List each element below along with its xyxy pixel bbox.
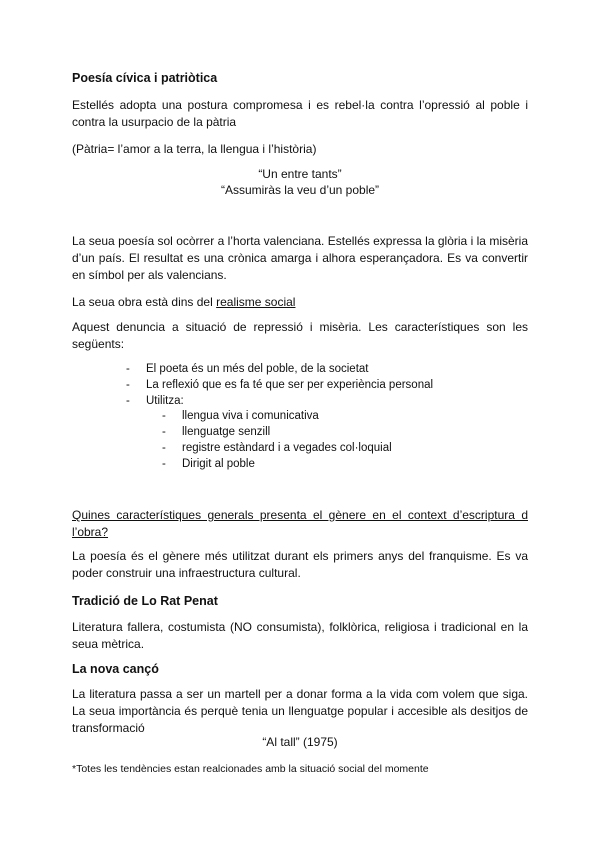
realisme-social-underlined: realisme social — [216, 295, 296, 309]
heading-rat-penat: Tradició de Lo Rat Penat — [72, 594, 218, 608]
paragraph-realisme — [72, 294, 528, 311]
paragraph-literatura-fallera: Literatura fallera, costumista (NO consumista), folklòrica, religiosa i tradicional en la seua mètrica. — [72, 620, 528, 651]
heading-civic-poetry: Poesía cívica i patriòtica — [72, 71, 218, 85]
quote-un-entre-tants: “Un entre tants” — [258, 167, 342, 181]
footnote: *Totes les tendències estan realcionades amb la situació social del momente — [72, 763, 429, 775]
list-item: - Utilitza: — [126, 393, 526, 409]
list-item: - La reflexió que es fa té que ser per experiència personal — [126, 377, 526, 393]
paragraph-horta: La seua poesía sol ocòrrer a l’horta valenciana. Estellés expressa la glòria i la misèria d’un país. El resultat es una crònica amarga i alhora esperançadora. Es va convertir en símbol per als valencians. — [72, 234, 528, 282]
paragraph-denuncia: Aquest denuncia a situació de repressió i misèria. Les característiques son les següents: — [72, 320, 528, 351]
quote-assumiras: “Assumiràs la veu d’un poble” — [220, 183, 380, 197]
list-item: - registre estàndard i a vegades col·loquial — [162, 440, 522, 456]
heading-nova-canco: La nova cançó — [72, 662, 159, 676]
list-item: - Dirigit al poble — [162, 456, 522, 472]
list-item: - El poeta és un més del poble, de la societat — [126, 361, 526, 377]
question-general-characteristics: Quines característiques generals presenta el gènere en el context d’escriptura d l’obra? — [72, 508, 528, 539]
quote-al-tall: “Al tall” (1975) — [262, 735, 338, 749]
realisme-prefix: La seua obra està dins del — [72, 295, 217, 309]
characteristics-list — [126, 361, 526, 409]
list-item: - llenguatge senzill — [162, 424, 522, 440]
list-item: - llengua viva i comunicativa — [162, 408, 522, 424]
paragraph-patria-definition: (Pàtria= l’amor a la terra, la llengua i l’història) — [72, 142, 317, 156]
paragraph-franquisme: La poesía és el gènere més utilitzat durant els primers anys del franquisme. Es va poder construir una infraestructura cultural. — [72, 549, 528, 580]
utilitza-sublist — [162, 408, 522, 472]
paragraph-estelles-stance: Estellés adopta una postura compromesa i es rebel·la contra l’opressió al poble i contra la usurpacio de la pàtria — [72, 98, 528, 129]
paragraph-martell: La literatura passa a ser un martell per a donar forma a la vida com volem que siga. La seua importància és perquè tenia un llenguatge popular i accesible als desitjos de transformació — [72, 687, 528, 735]
